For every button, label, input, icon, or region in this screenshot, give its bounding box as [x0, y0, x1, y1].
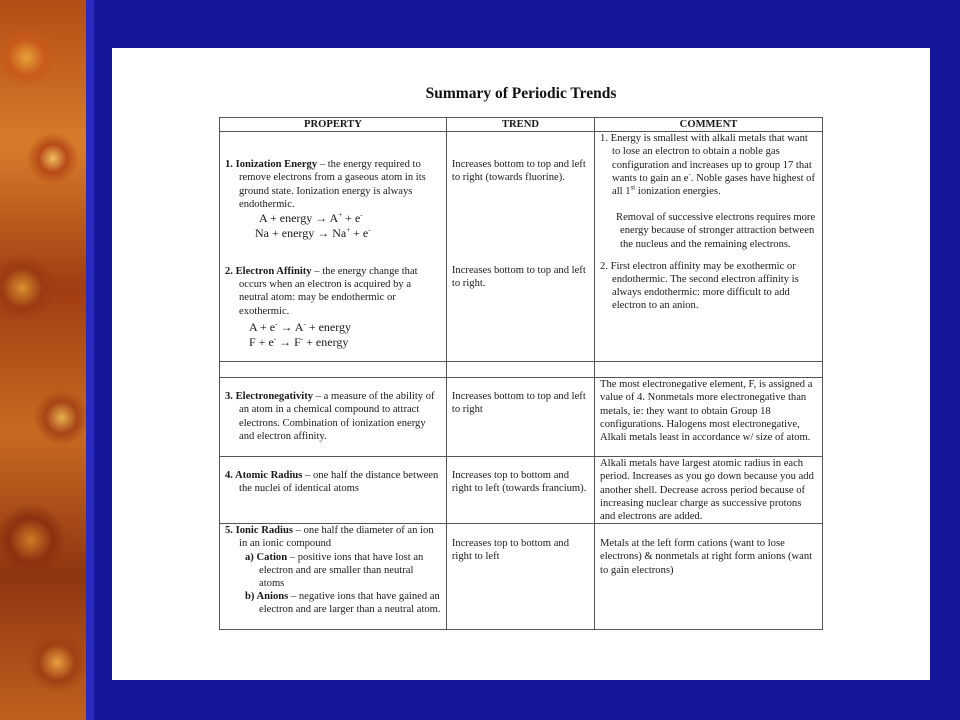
table-row-ionic-radius	[220, 524, 823, 630]
comment-cell	[595, 132, 823, 362]
affinity-comment: 2. First electron affinity may be exothermic or endothermic. The second electron affinity is always endothermic: more difficult to add electron to an anion.	[600, 260, 799, 312]
page-title: Summary of Periodic Trends	[425, 85, 617, 102]
header-comment: COMMENT	[595, 118, 823, 132]
comment-cell	[595, 378, 823, 457]
header-trend: TREND	[446, 118, 594, 132]
ionic-radius-comment: Metals at the left form cations (want to lose electrons) & nonmetals at right form anions (want to gain electrons)	[600, 538, 813, 576]
ionization-comment-1: 1. Energy is smallest with alkali metals that want to lose an electron to obtain a noble gas configuration and increases up to group 17 that wants to gain an e-. Noble gases have highest of all 1st ionization energies.	[600, 133, 816, 198]
table-spacer-row	[220, 362, 823, 378]
atomic-radius-comment: Alkali metals have largest atomic radius in each period. Increases as you go down because you add another shell. Decrease across period because of increasing nuclear charge as successive protons and electrons are added.	[600, 458, 814, 523]
atomic-radius-desc: 4. Atomic Radius – one half the distance between the nuclei of identical atoms	[225, 470, 439, 495]
ionization-comment-2: Removal of successive electrons requires more energy because of stronger attraction between the nucleus and the remaining electrons.	[616, 212, 816, 250]
cation-desc: a) Cation – positive ions that have lost an electron and are smaller than neutral atoms	[245, 551, 424, 590]
trend-cell	[446, 524, 594, 630]
atomic-radius-trend: Increases top to bottom and right to left (towards francium).	[451, 470, 587, 495]
trend-cell	[446, 132, 594, 362]
electronegativity-comment: The most electronegative element, F, is assigned a value of 4. Nonmetals more electronegative than metals, ie: they want to obtain Group 18 configurations. Halogens most electronegative, Alkali metals least in accordance w/ size of atom.	[600, 379, 813, 444]
decorative-bar	[86, 0, 94, 720]
ionization-desc: 1. Ionization Energy – the energy required to remove electrons from a gaseous atom in its ground state. Ionization energy is always endothermic.	[225, 159, 426, 210]
table-header-row	[220, 118, 823, 132]
table-row-ionization-affinity	[220, 132, 823, 362]
comment-cell	[595, 524, 823, 630]
trend-cell	[446, 378, 594, 457]
electronegativity-desc: 3. Electronegativity – a measure of the ability of an atom in a chemical compound to attract electrons. Combination of ionization energy and electron affinity.	[225, 391, 435, 442]
spacer-cell	[220, 362, 447, 378]
slide-document	[112, 48, 930, 680]
affinity-desc: 2. Electron Affinity – the energy change that occurs when an electron is acquired by a neutral atom: may be endothermic or exothermic.	[225, 266, 418, 317]
table-row-atomic-radius	[220, 457, 823, 524]
affinity-trend: Increases bottom to top and left to right.	[451, 264, 586, 289]
property-cell	[220, 457, 447, 524]
affinity-equation-2: F + e- → F- + energy	[249, 334, 349, 349]
comment-cell	[595, 457, 823, 524]
electronegativity-trend: Increases bottom to top and left to right	[451, 391, 586, 416]
ionization-equation-2: Na + energy → Na+ + e-	[255, 226, 371, 241]
table-row-electronegativity	[220, 378, 823, 457]
ionic-radius-trend: Increases top to bottom and right to left	[451, 538, 569, 563]
decorative-gear-strip	[0, 0, 88, 720]
property-cell	[220, 524, 447, 630]
trend-cell	[446, 457, 594, 524]
property-cell	[220, 378, 447, 457]
ionic-radius-desc: 5. Ionic Radius – one half the diameter of an ion in an ionic compound	[225, 525, 434, 550]
header-property: PROPERTY	[220, 118, 447, 132]
spacer-cell	[446, 362, 594, 378]
affinity-equation-1: A + e- → A- + energy	[249, 319, 352, 334]
spacer-cell	[595, 362, 823, 378]
ionization-trend: Increases bottom to top and left to right (towards fluorine).	[451, 159, 586, 184]
property-cell	[220, 132, 447, 362]
periodic-trends-table	[219, 117, 823, 630]
ionization-equation-1: A + energy → A+ + e-	[259, 211, 363, 226]
anion-desc: b) Anions – negative ions that have gained an electron and are larger than a neutral atom.	[245, 591, 441, 616]
